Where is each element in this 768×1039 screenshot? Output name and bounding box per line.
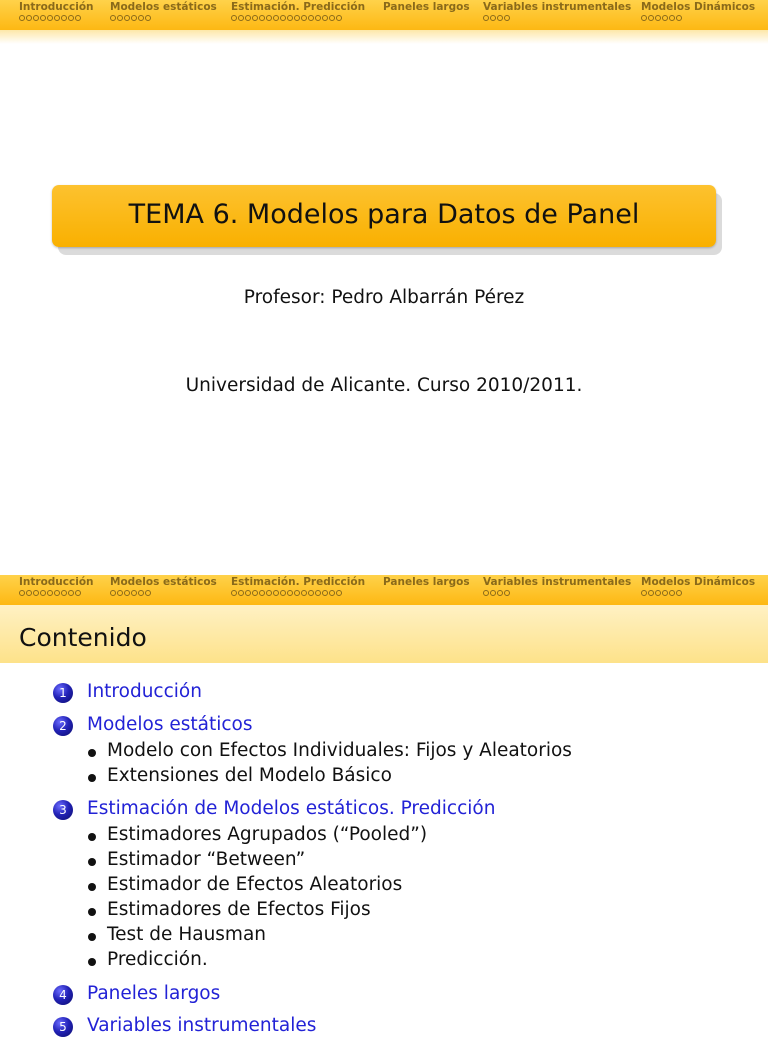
- nav-section-label: Paneles largos: [383, 576, 470, 588]
- bullet-icon: [88, 908, 96, 916]
- nav-dot-icon[interactable]: [676, 590, 682, 596]
- nav-dot-icon[interactable]: [47, 590, 53, 596]
- nav-dot-icon[interactable]: [273, 15, 279, 21]
- nav-dot-icon[interactable]: [266, 590, 272, 596]
- nav-dot-icon[interactable]: [47, 15, 53, 21]
- nav-dot-icon[interactable]: [648, 590, 654, 596]
- nav-section-label: Modelos estáticos: [110, 576, 217, 588]
- section-number-ball: 2: [53, 716, 73, 736]
- nav-dot-icon[interactable]: [61, 590, 67, 596]
- nav-dot-icon[interactable]: [329, 15, 335, 21]
- nav-dot-icon[interactable]: [33, 15, 39, 21]
- institute: Universidad de Alicante. Curso 2010/2011.: [185, 375, 583, 396]
- nav-dot-icon[interactable]: [245, 15, 251, 21]
- nav-dot-icon[interactable]: [145, 15, 151, 21]
- nav-dot-icon[interactable]: [266, 15, 272, 21]
- nav-dot-icon[interactable]: [662, 15, 668, 21]
- nav-dot-icon[interactable]: [231, 15, 237, 21]
- contents-slide: [0, 575, 768, 1036]
- nav-section-label: Introducción: [19, 1, 94, 13]
- bullet-icon: [88, 933, 96, 941]
- nav-dot-icon[interactable]: [504, 590, 510, 596]
- toc-subsection-label: Test de Hausman: [107, 924, 267, 945]
- bullet-icon: [88, 774, 96, 782]
- nav-dot-icon[interactable]: [238, 590, 244, 596]
- bullet-icon: [88, 749, 96, 757]
- nav-dot-icon[interactable]: [231, 590, 237, 596]
- toc-subsection-label: Predicción.: [107, 949, 208, 970]
- toc-subsection-label: Estimador de Efectos Aleatorios: [107, 874, 403, 895]
- nav-dot-icon[interactable]: [641, 15, 647, 21]
- nav-dot-icon[interactable]: [61, 15, 67, 21]
- bullet-icon: [88, 833, 96, 841]
- title-block: [52, 185, 716, 247]
- nav-dot-icon[interactable]: [504, 15, 510, 21]
- nav-dot-icon[interactable]: [308, 590, 314, 596]
- nav-dot-icon[interactable]: [676, 15, 682, 21]
- nav-dot-icon[interactable]: [641, 590, 647, 596]
- nav-section-label: Introducción: [19, 576, 94, 588]
- nav-dot-icon[interactable]: [301, 15, 307, 21]
- toc-subsection-label: Modelo con Efectos Individuales: Fijos y Aleatorios: [107, 740, 572, 761]
- frame-title-bar: [0, 605, 768, 663]
- nav-dot-icon[interactable]: [308, 15, 314, 21]
- nav-dot-icon[interactable]: [322, 15, 328, 21]
- nav-dot-icon[interactable]: [483, 15, 489, 21]
- toc-section-label: Paneles largos: [87, 983, 221, 1004]
- navigation-bar: [0, 0, 768, 30]
- section-number-ball: 5: [53, 1017, 73, 1037]
- nav-dot-icon[interactable]: [483, 590, 489, 596]
- nav-dot-icon[interactable]: [490, 590, 496, 596]
- nav-dot-icon[interactable]: [329, 590, 335, 596]
- toc-section-label: Variables instrumentales: [87, 1015, 317, 1036]
- nav-dot-icon[interactable]: [131, 590, 137, 596]
- nav-dot-icon[interactable]: [54, 590, 60, 596]
- nav-dot-icon[interactable]: [490, 15, 496, 21]
- presentation-title: TEMA 6. Modelos para Datos de Panel: [128, 199, 640, 230]
- nav-dot-icon[interactable]: [145, 590, 151, 596]
- bullet-icon: [88, 858, 96, 866]
- toc-subsection-label: Extensiones del Modelo Básico: [107, 765, 392, 786]
- frame-title: Contenido: [19, 623, 147, 652]
- bullet-icon: [88, 883, 96, 891]
- nav-dot-icon[interactable]: [124, 15, 130, 21]
- toc-section-label: Estimación de Modelos estáticos. Predicción: [87, 798, 496, 819]
- navigation-bar: [0, 575, 768, 605]
- nav-section-label: Variables instrumentales: [483, 576, 632, 588]
- toc-section-label: Modelos estáticos: [87, 714, 253, 735]
- nav-dot-icon[interactable]: [54, 15, 60, 21]
- nav-dot-icon[interactable]: [497, 15, 503, 21]
- section-number-ball: 1: [53, 683, 73, 703]
- nav-dot-icon[interactable]: [662, 590, 668, 596]
- nav-dot-icon[interactable]: [322, 590, 328, 596]
- nav-dot-icon[interactable]: [280, 15, 286, 21]
- nav-dot-icon[interactable]: [259, 590, 265, 596]
- nav-dot-icon[interactable]: [669, 15, 675, 21]
- nav-dot-icon[interactable]: [252, 15, 258, 21]
- nav-section-label: Modelos estáticos: [110, 1, 217, 13]
- nav-dot-icon[interactable]: [280, 590, 286, 596]
- nav-dot-icon[interactable]: [117, 15, 123, 21]
- nav-dot-icon[interactable]: [294, 15, 300, 21]
- nav-dot-icon[interactable]: [110, 15, 116, 21]
- nav-dot-icon[interactable]: [497, 590, 503, 596]
- nav-dot-icon[interactable]: [131, 15, 137, 21]
- toc-subsection-label: Estimadores Agrupados (“Pooled”): [107, 824, 428, 845]
- nav-dot-icon[interactable]: [138, 590, 144, 596]
- navbar-fade: [0, 30, 768, 44]
- nav-section-label: Modelos Dinámicos: [641, 1, 756, 13]
- nav-dot-icon[interactable]: [336, 15, 342, 21]
- nav-dot-icon[interactable]: [19, 15, 25, 21]
- nav-section-label: Estimación. Predicción: [231, 576, 366, 588]
- bullet-icon: [88, 958, 96, 966]
- toc-subsection-label: Estimadores de Efectos Fijos: [107, 899, 371, 920]
- nav-dot-icon[interactable]: [40, 590, 46, 596]
- slide-gap: [0, 566, 768, 575]
- nav-section-label: Modelos Dinámicos: [641, 576, 756, 588]
- nav-dot-icon[interactable]: [110, 590, 116, 596]
- nav-dot-icon[interactable]: [315, 590, 321, 596]
- nav-dot-icon[interactable]: [238, 15, 244, 21]
- nav-dot-icon[interactable]: [287, 15, 293, 21]
- toc-subsection-label: Estimador “Between”: [107, 849, 306, 870]
- nav-section-label: Paneles largos: [383, 1, 470, 13]
- nav-dot-icon[interactable]: [68, 590, 74, 596]
- nav-dot-icon[interactable]: [294, 590, 300, 596]
- nav-dot-icon[interactable]: [117, 590, 123, 596]
- nav-section-label: Estimación. Predicción: [231, 1, 366, 13]
- nav-dot-icon[interactable]: [259, 15, 265, 21]
- nav-dot-icon[interactable]: [273, 590, 279, 596]
- nav-dot-icon[interactable]: [26, 15, 32, 21]
- nav-dot-icon[interactable]: [655, 15, 661, 21]
- toc-section-label: Introducción: [87, 681, 202, 702]
- nav-dot-icon[interactable]: [252, 590, 258, 596]
- author: Profesor: Pedro Albarrán Pérez: [243, 287, 525, 308]
- nav-dot-icon[interactable]: [33, 590, 39, 596]
- nav-dot-icon[interactable]: [75, 590, 81, 596]
- nav-dot-icon[interactable]: [287, 590, 293, 596]
- nav-dot-icon[interactable]: [138, 15, 144, 21]
- nav-dot-icon[interactable]: [648, 15, 654, 21]
- nav-dot-icon[interactable]: [75, 15, 81, 21]
- nav-dot-icon[interactable]: [19, 590, 25, 596]
- nav-dot-icon[interactable]: [124, 590, 130, 596]
- nav-dot-icon[interactable]: [301, 590, 307, 596]
- nav-dot-icon[interactable]: [40, 15, 46, 21]
- section-number-ball: 4: [53, 985, 73, 1005]
- nav-dot-icon[interactable]: [655, 590, 661, 596]
- nav-dot-icon[interactable]: [669, 590, 675, 596]
- nav-dot-icon[interactable]: [245, 590, 251, 596]
- nav-dot-icon[interactable]: [315, 15, 321, 21]
- nav-dot-icon[interactable]: [336, 590, 342, 596]
- section-number-ball: 3: [53, 800, 73, 820]
- nav-dot-icon[interactable]: [68, 15, 74, 21]
- nav-dot-icon[interactable]: [26, 590, 32, 596]
- nav-section-label: Variables instrumentales: [483, 1, 632, 13]
